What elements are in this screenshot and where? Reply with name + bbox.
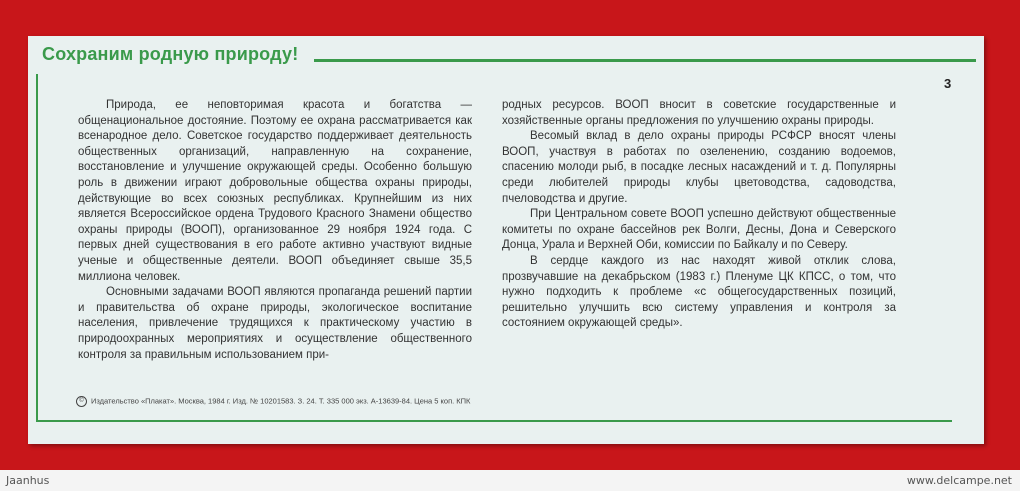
headline: Сохраним родную природу! [42, 44, 299, 64]
paragraph: При Центральном совете ВООП успешно действуют общественные комитеты по охране бассейнов рек Волги, Десны, Дона и Северского Донца, Урала и Верхней Оби, комиссии по Байкалу и по Северу. [502, 208, 896, 252]
paragraph: Основными задачами ВООП являются пропаганда решений партии и правительства об охране природы, экологическое воспитание населения, привлечение трудящихся к практическому участию в природоохранных мероприятиях и осуществление общественного контроля за правильным использованием при- [78, 286, 472, 361]
watermark-strip [0, 470, 1020, 491]
text-column-left [78, 98, 472, 363]
paragraph: Природа, ее неповторимая красота и богатства — общенациональное достояние. Поэтому ее охрана рассматривается как всенародное дело. Советское государство поддерживает деятельность общественных организаций, направленную на сохранение, восстановление и улучшение окружающей среды. Особенно большую роль в движении играют добровольные общества охраны природы, действующие во всех союзных республиках. Крупнейшим из них является Всероссийское ордена Трудового Красного Знамени общество охраны природы (ВООП), организованное 29 ноября 1924 года. С первых дней существования в его работе активно участвуют видные ученые и общественные деятели. ВООП объединяет свыше 35,5 миллиона человек. [78, 99, 472, 283]
paragraph: В сердце каждого из нас находят живой отклик слова, прозвучавшие на декабрьском (1983 г.) Пленуме ЦК КПСС, о том, что нужно подходить к проблеме «с общегосударственных позиций, решительно улучшить всю систему управления и контроля за состоянием окружающей среды». [502, 254, 896, 330]
text-column-right [502, 98, 896, 332]
watermark-right: www.delcampe.net [906, 474, 1012, 487]
left-green-rule [36, 74, 38, 422]
top-green-rule [314, 59, 976, 62]
page-number: 3 [944, 76, 952, 91]
imprint-footer [76, 396, 470, 407]
postcard-back [28, 36, 984, 444]
bottom-green-rule [36, 420, 952, 422]
watermark-left: Jaanhus [6, 474, 50, 487]
copyright-icon: © [76, 396, 87, 407]
imprint-text: Издательство «Плакат». Москва, 1984 г. Изд. № 10201583. З. 24. Т. 335 000 экз. А-13639-84. Цена 5 коп. КПК [91, 396, 471, 406]
paragraph: Весомый вклад в дело охраны природы РСФСР вносят члены ВООП, участвуя в работах по озеленению, созданию водоемов, спасению молоди рыб, в посадке лесных насаждений и т. д. Популярны среди любителей природы клубы цветоводства, садоводства, пчеловодства и другие. [502, 130, 896, 205]
paragraph-continuation: родных ресурсов. ВООП вносит в советские государственные и хозяйственные органы предложения по улучшению охраны природы. [502, 99, 896, 127]
